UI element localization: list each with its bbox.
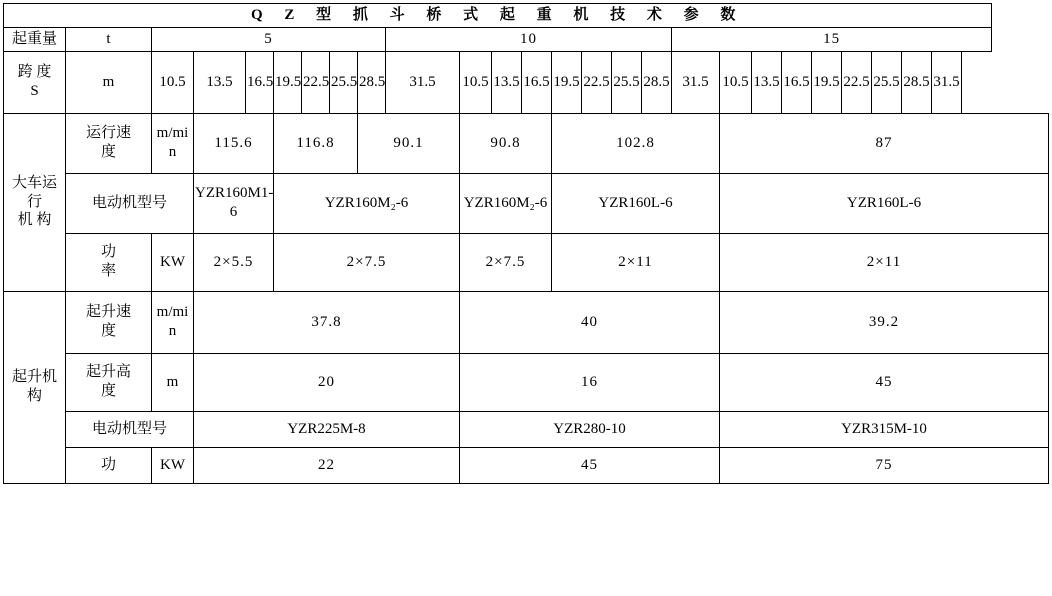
span-value: 25.5 — [612, 51, 642, 113]
trolley-power-value: 2×11 — [552, 233, 720, 291]
table-row-hoist-power — [4, 447, 1049, 483]
trolley-power-unit: KW — [152, 233, 194, 291]
hoist-motor-label: 电动机型号 — [66, 411, 194, 447]
trolley-section-label — [4, 113, 66, 291]
hoist-height-value: 16 — [460, 353, 720, 411]
span-value: 28.5 — [902, 51, 932, 113]
hoist-speed-value: 40 — [460, 291, 720, 353]
trolley-section-label-line1: 大车运行 — [11, 174, 57, 210]
hoist-height-label-line2: 度 — [100, 383, 116, 399]
hoist-height-unit: m — [152, 353, 194, 411]
hoist-speed-unit-line2: n — [168, 323, 177, 339]
hoist-height-value: 20 — [194, 353, 460, 411]
table-row-hoist-speed — [4, 291, 1049, 353]
span-value: 10.5 — [460, 51, 492, 113]
trolley-speed-value: 90.1 — [358, 113, 460, 173]
hoist-power-unit: KW — [152, 447, 194, 483]
span-value: 28.5 — [358, 51, 386, 113]
span-value: 22.5 — [582, 51, 612, 113]
span-value: 10.5 — [152, 51, 194, 113]
capacity-value-15: 15 — [672, 27, 992, 51]
hoist-power-label: 功 — [66, 447, 152, 483]
trolley-section-label-line2: 机 构 — [17, 212, 52, 229]
table-row-title — [4, 4, 1049, 28]
trolley-motor-value: YZR160M₂-6 — [460, 173, 552, 233]
hoist-power-value: 75 — [720, 447, 1049, 483]
span-value: 19.5 — [812, 51, 842, 113]
trolley-speed-value: 116.8 — [274, 113, 358, 173]
span-value: 16.5 — [522, 51, 552, 113]
table-row-trolley-power — [4, 233, 1049, 291]
hoist-motor-value: YZR315M-10 — [720, 411, 1049, 447]
trolley-motor-value: YZR160M1-6 — [194, 173, 274, 233]
hoist-height-label — [66, 353, 152, 411]
trolley-power-value: 2×7.5 — [274, 233, 460, 291]
trolley-speed-value: 115.6 — [194, 113, 274, 173]
trolley-power-value: 2×5.5 — [194, 233, 274, 291]
trolley-speed-value: 102.8 — [552, 113, 720, 173]
hoist-height-label-line1: 起升高 — [85, 364, 131, 381]
trolley-speed-unit-line2: n — [168, 144, 177, 160]
capacity-label: 起重量 — [4, 27, 66, 51]
span-value: 19.5 — [274, 51, 302, 113]
hoist-power-value: 45 — [460, 447, 720, 483]
specification-table — [3, 3, 1049, 484]
span-value: 22.5 — [302, 51, 330, 113]
trolley-speed-label-line2: 度 — [100, 144, 116, 160]
span-value: 28.5 — [642, 51, 672, 113]
trolley-motor-value: YZR160M₂-6 — [274, 173, 460, 233]
table-row-span — [4, 51, 1049, 113]
hoist-speed-label-line2: 度 — [100, 323, 116, 339]
span-value: 25.5 — [330, 51, 358, 113]
span-value: 13.5 — [194, 51, 246, 113]
span-value: 31.5 — [932, 51, 962, 113]
span-value: 10.5 — [720, 51, 752, 113]
span-label-line2: S — [30, 83, 39, 99]
span-unit: m — [66, 51, 152, 113]
spec-sheet — [0, 3, 1052, 596]
hoist-height-value: 45 — [720, 353, 1049, 411]
trolley-power-value: 2×11 — [720, 233, 1049, 291]
span-value: 16.5 — [782, 51, 812, 113]
trolley-speed-unit-line1: m/mi — [156, 125, 189, 142]
trolley-motor-label: 电动机型号 — [66, 173, 194, 233]
table-row-trolley-speed — [4, 113, 1049, 173]
table-row-capacity — [4, 27, 1049, 51]
span-label-line1: 跨 度 — [17, 64, 52, 81]
capacity-unit: t — [66, 27, 152, 51]
span-value: 16.5 — [246, 51, 274, 113]
hoist-speed-value: 37.8 — [194, 291, 460, 353]
trolley-speed-label-line1: 运行速 — [85, 125, 131, 142]
trolley-power-value: 2×7.5 — [460, 233, 552, 291]
span-value: 31.5 — [386, 51, 460, 113]
span-label — [4, 51, 66, 113]
hoist-speed-value: 39.2 — [720, 291, 1049, 353]
hoist-speed-label — [66, 291, 152, 353]
hoist-section-label: 起升机构 — [4, 291, 66, 483]
span-value: 19.5 — [552, 51, 582, 113]
trolley-speed-value: 90.8 — [460, 113, 552, 173]
hoist-motor-value: YZR225M-8 — [194, 411, 460, 447]
hoist-speed-unit-line1: m/mi — [156, 304, 189, 321]
trolley-motor-value: YZR160L-6 — [552, 173, 720, 233]
trolley-power-label-line1: 功 — [100, 244, 116, 261]
span-value: 22.5 — [842, 51, 872, 113]
span-value: 31.5 — [672, 51, 720, 113]
hoist-speed-unit — [152, 291, 194, 353]
trolley-speed-unit — [152, 113, 194, 173]
span-value: 25.5 — [872, 51, 902, 113]
hoist-speed-label-line1: 起升速 — [85, 304, 131, 321]
hoist-motor-value: YZR280-10 — [460, 411, 720, 447]
hoist-power-value: 22 — [194, 447, 460, 483]
table-row-hoist-motor — [4, 411, 1049, 447]
trolley-power-label-line2: 率 — [100, 263, 116, 279]
trolley-speed-label — [66, 113, 152, 173]
capacity-value-5: 5 — [152, 27, 386, 51]
trolley-motor-value: YZR160L-6 — [720, 173, 1049, 233]
table-row-hoist-height — [4, 353, 1049, 411]
page-title: Q Z 型 抓 斗 桥 式 起 重 机 技 术 参 数 — [4, 4, 992, 28]
trolley-power-label — [66, 233, 152, 291]
span-value: 13.5 — [752, 51, 782, 113]
table-row-trolley-motor — [4, 173, 1049, 233]
trolley-speed-value: 87 — [720, 113, 1049, 173]
span-value: 13.5 — [492, 51, 522, 113]
capacity-value-10: 10 — [386, 27, 672, 51]
